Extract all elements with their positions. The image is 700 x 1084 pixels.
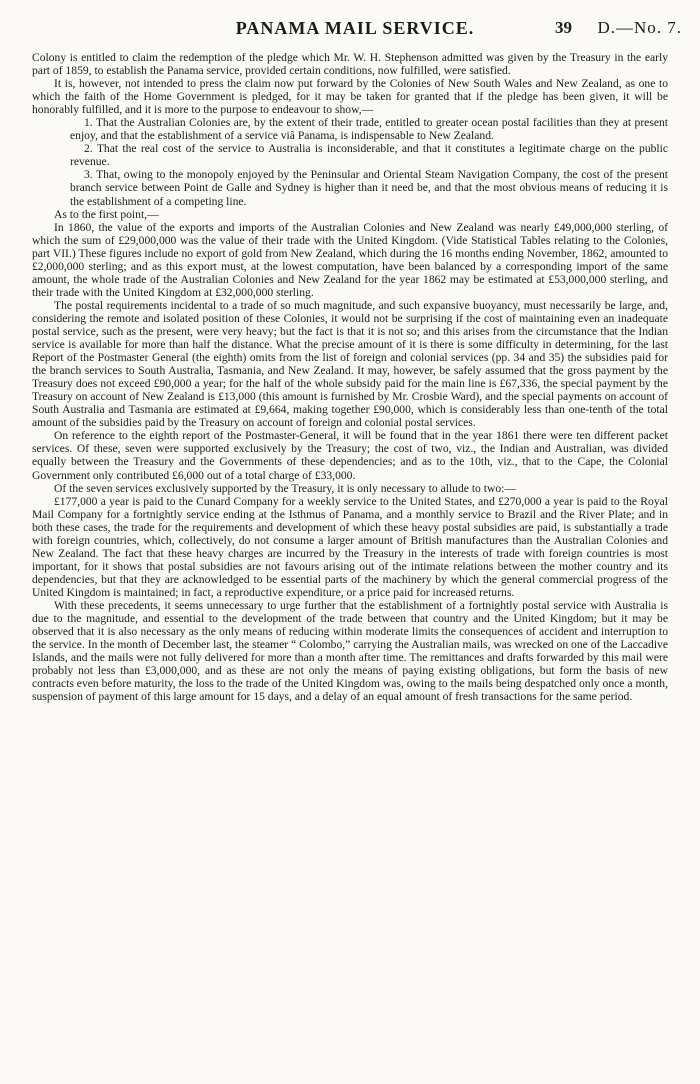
list-item-2: 2. That the real cost of the service to Australia is inconsiderable, and that it constitutes a legitimate charge on the public revenue. <box>70 142 668 169</box>
paragraph-continuation: Colony is entitled to claim the redemption of the pledge which Mr. W. H. Stephenson admitted was given by the Treasury in the early part of 1859, to establish the Panama service, provided certain conditions, now fulfilled, were satisfied. <box>32 51 668 78</box>
paragraph: Of the seven services exclusively supported by the Treasury, it is only necessary to allude to two:— <box>54 481 516 495</box>
list-item-3: 3. That, owing to the monopoly enjoyed by the Peninsular and Oriental Steam Navigation Company, the cost of the present branch service between Point de Galle and Sydney is higher than it need be, and that the most obvious means of reducing it is the establishment of a competing line. <box>70 168 668 208</box>
paragraph: It is, however, not intended to press the claim now put forward by the Colonies of New South Wales and New Zealand, as one to which the faith of the Home Government is pledged, for it may be taken for granted that if the pledge has been given, it will be honorably fulfilled, and it is more to the purpose to endeavour to show,— <box>32 77 668 117</box>
page-number: 39 <box>555 18 572 37</box>
page-header <box>28 18 682 42</box>
running-title: PANAMA MAIL SERVICE. <box>235 18 475 38</box>
paragraph: The postal requirements incidental to a trade of so much magnitude, and such expansive buoyancy, must necessarily be large, and, considering the remote and isolated position of these Colonies, it would not be surprising if the cost of maintaining even an inadequate postal service, such as the present, were very heavy; but the fact is that it is not so; and this arises from the circumstance that the Indian service is available for more than half the distance. What the precise amount of it is there is some difficulty in determining, for the last Report of the Postmaster General (the eighth) omits from the list of foreign and colonial services (pp. 34 and 35) the subsidies paid for the branch services to South Australia, Tasmania, and New Zealand. It may, however, be safely assumed that the gross payment by the Treasury does not exceed £90,000 a year; for the half of the whole subsidy paid for the main line is £67,336, the special payment by the Treasury on account of New Zealand is £13,000 (this amount is furnished by Mr. Crosbie Ward), and the special payments on account of South Australia and Tasmania are estimated at £9,664, making together £90,000, which is considerably less than one-tenth of the total amount of the subsidies paid by the Treasury on account of foreign and colonial postal services. <box>32 298 668 430</box>
paragraph: On reference to the eighth report of the Postmaster-General, it will be found that in the year 1861 there were ten different packet services. Of these, seven were supported exclusively by the Treasury; the cost of two, viz., the Indian and Australian, was divided equally between the Treasury and the Governments of these dependencies; and as to the 10th, viz., that to the Cape, the Colonial Government only contributed £6,000 out of a total charge of £33,000. <box>32 429 668 482</box>
paragraph: With these precedents, it seems unnecessary to urge further that the establishment of a fortnightly postal service with Australia is due to the magnitude, and essential to the development of the trade between that country and the United Kingdom; but it may be observed that it is also necessary as the only means of reducing within moderate limits the consequences of accident and interruption to the service. In the month of December last, the steamer “ Colombo,” carrying the Australian mails, was wrecked on one of the Laccadive Islands, and the mails were not fully delivered for more than a month after time. The remittances and drafts forwarded by this mail were probably not less than £3,000,000, and as these are not only the means of paying existing obligations, but form the basis of new contracts even before maturity, the loss to the trade of the United Kingdom was, owing to the mails being despatched only once a month, suspension of payment of this large amount for 15 days, and a delay of an equal amount of fresh transactions for the same period. <box>32 598 668 704</box>
paragraph: In 1860, the value of the exports and imports of the Australian Colonies and New Zealand was nearly £49,000,000 sterling, of which the sum of £29,000,000 was the value of their trade with the United Kingdom. (Vide Statistical Tables relating to the Colonies, part VII.) These figures include no export of gold from New Zealand, which during the 16 months ending November, 1862, amounted to £2,000,000 sterling; and as this export must, at the lowest computation, have been balanced by a corresponding import of the same amount, the whole trade of the Australian Colonies and New Zealand for the year 1862 may be estimated at £53,000,000 sterling, and their trade with the United Kingdom at £32,000,000 sterling. <box>32 220 668 299</box>
body-text <box>32 51 668 703</box>
document-reference: D.—No. 7. <box>597 18 682 37</box>
list-item-1: 1. That the Australian Colonies are, by the extent of their trade, entitled to greater ocean postal facilities than they at present enjoy, and that the establishment of a service viâ Panama, is indispensable to New Zealand. <box>70 116 668 143</box>
paragraph: As to the first point,— <box>54 207 159 221</box>
paragraph: £177,000 a year is paid to the Cunard Company for a weekly service to the United States, and £270,000 a year is paid to the Royal Mail Company for a fortnightly service ending at the Isthmus of Panama, and a monthly service to Brazil and the River Plate; and in both these cases, the trade for the requirements and development of which these heavy postal subsidies are paid, is substantially a trade with foreign countries, which, collectively, do not consume a larger amount of British manufactures than the Australian Colonies and New Zealand. The fact that these heavy charges are incurred by the Treasury in the interests of trade with foreign countries is most important, for it shows that postal subsidies are not favours arising out of the intimate relations between the mother country and its dependencies, but that they are acknowledged to be essential parts of the machinery by which the general commercial progress of the United Kingdom is maintained; in fact, a reproductive expenditure, or a price paid for increased returns. <box>32 494 668 599</box>
